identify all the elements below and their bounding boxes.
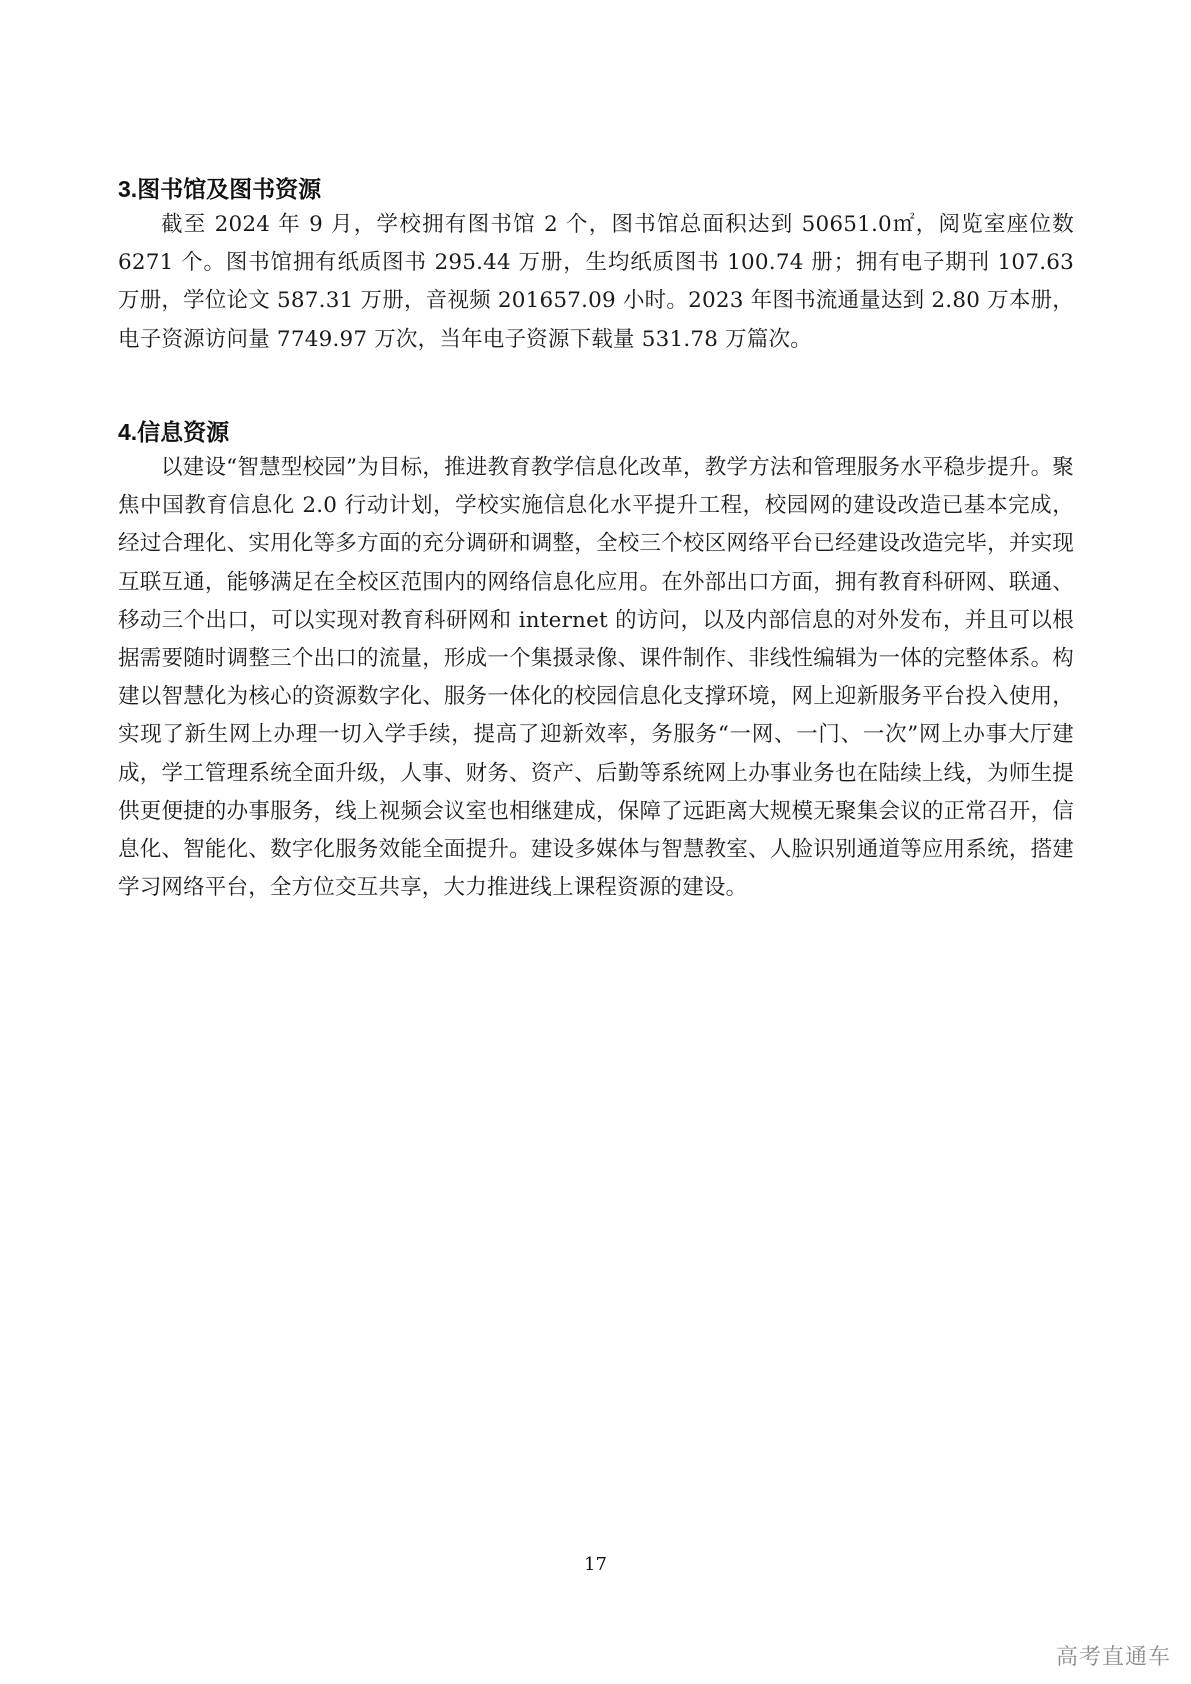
section-heading: 4.信息资源 bbox=[118, 419, 230, 445]
page-number: 17 bbox=[584, 1554, 607, 1575]
section-information-resources bbox=[118, 415, 1074, 907]
section-library-resources bbox=[118, 172, 1074, 359]
section-heading: 3.图书馆及图书资源 bbox=[118, 176, 322, 202]
section-paragraph: 以建设“智慧型校园”为目标，推进教育教学信息化改革，教学方法和管理服务水平稳步提升。聚焦中国教育信息化 2.0 行动计划，学校实施信息化水平提升工程，校园网的建设改造已基本完成，经过合理化、实用化等多方面的充分调研和调整，全校三个校区网络平台已经建设改造完毕，并实现互联互通，能够满足在全校区范围内的网络信息化应用。在外部出口方面，拥有教育科研网、联通、移动三个出口，可以实现对教育科研网和 internet 的访问，以及内部信息的对外发布，并且可以根据需要随时调整三个出口的流量，形成一个集摄录像、课件制作、非线性编辑为一体的完整体系。构建以智慧化为核心的资源数字化、服务一体化的校园信息化支撑环境，网上迎新服务平台投入使用，实现了新生网上办理一切入学手续，提高了迎新效率，务服务“一网、一门、一次”网上办事大厅建成，学工管理系统全面升级，人事、财务、资产、后勤等系统网上办事业务也在陆续上线，为师生提供更便捷的办事服务，线上视频会议室也相继建成，保障了远距离大规模无聚集会议的正常召开，信息化、智能化、数字化服务效能全面提升。建设多媒体与智慧教室、人脸识别通道等应用系统，搭建学习网络平台，全方位交互共享，大力推进线上课程资源的建设。 bbox=[118, 455, 1074, 901]
section-paragraph: 截至 2024 年 9 月，学校拥有图书馆 2 个，图书馆总面积达到 50651.0㎡，阅览室座位数 6271 个。图书馆拥有纸质图书 295.44 万册，生均纸质图书 100.74 册；拥有电子期刊 107.63 万册，学位论文 587.31 万册，音视频 201657.09 小时。2023 年图书流通量达到 2.80 万本册，电子资源访问量 7749.97 万次，当年电子资源下载量 531.78 万篇次。 bbox=[118, 212, 1074, 352]
watermark-logo: 高考直通车 bbox=[1055, 1645, 1171, 1670]
